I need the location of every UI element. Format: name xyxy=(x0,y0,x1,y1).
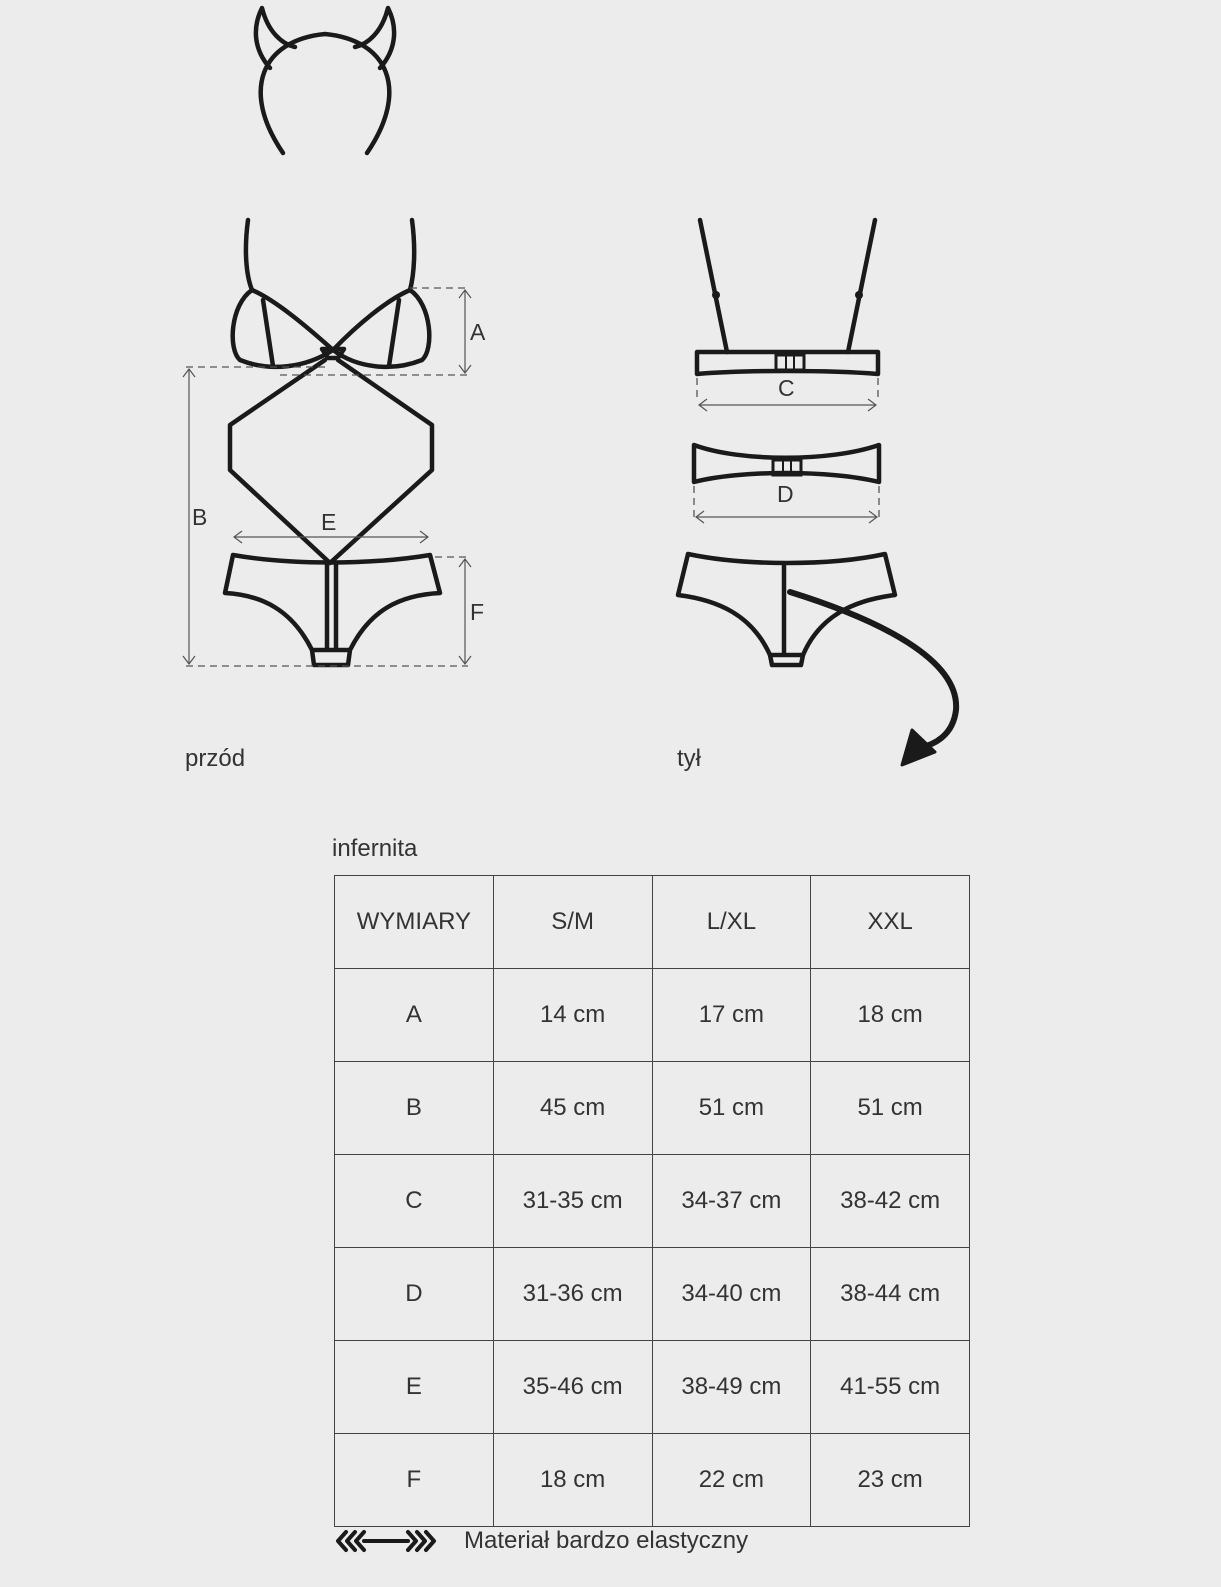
table-cell: F xyxy=(335,1434,494,1527)
table-row xyxy=(335,1341,970,1434)
table-header-cell: L/XL xyxy=(652,876,811,969)
table-cell: B xyxy=(335,1062,494,1155)
table-cell: 38-42 cm xyxy=(811,1155,970,1248)
elastic-note-text: Materiał bardzo elastyczny xyxy=(464,1527,749,1554)
table-cell: A xyxy=(335,969,494,1062)
measure-label-e: E xyxy=(321,509,337,535)
table-cell: 41-55 cm xyxy=(811,1341,970,1434)
table-cell: 34-37 cm xyxy=(652,1155,811,1248)
measure-label-c: C xyxy=(778,375,795,401)
table-header-cell: WYMIARY xyxy=(335,876,494,969)
back-view-drawing xyxy=(678,220,956,765)
table-header-cell: XXL xyxy=(811,876,970,969)
table-cell: D xyxy=(335,1248,494,1341)
measure-label-f: F xyxy=(470,599,485,625)
size-table xyxy=(334,875,970,1527)
table-cell: 23 cm xyxy=(811,1434,970,1527)
table-row xyxy=(335,1248,970,1341)
table-cell: 31-36 cm xyxy=(493,1248,652,1341)
table-cell: 18 cm xyxy=(811,969,970,1062)
table-cell: 38-44 cm xyxy=(811,1248,970,1341)
table-cell: C xyxy=(335,1155,494,1248)
front-bodysuit-drawing xyxy=(183,220,486,666)
table-header-cell: S/M xyxy=(493,876,652,969)
table-cell: 35-46 cm xyxy=(493,1341,652,1434)
table-cell: 51 cm xyxy=(652,1062,811,1155)
devil-horns-headband-icon xyxy=(256,8,394,153)
table-cell: 38-49 cm xyxy=(652,1341,811,1434)
table-cell: 31-35 cm xyxy=(493,1155,652,1248)
elastic-note xyxy=(334,1527,748,1555)
table-row xyxy=(335,1062,970,1155)
measure-label-a: A xyxy=(470,319,486,345)
product-name: infernita xyxy=(332,835,418,862)
table-row xyxy=(335,1155,970,1248)
table-cell: 34-40 cm xyxy=(652,1248,811,1341)
table-header-row xyxy=(335,876,970,969)
table-cell: 18 cm xyxy=(493,1434,652,1527)
front-view-label: przód xyxy=(185,745,246,772)
table-cell: 45 cm xyxy=(493,1062,652,1155)
table-cell: 17 cm xyxy=(652,969,811,1062)
measure-label-d: D xyxy=(777,481,794,507)
back-view-label: tył xyxy=(677,745,701,772)
table-cell: 51 cm xyxy=(811,1062,970,1155)
table-cell: 22 cm xyxy=(652,1434,811,1527)
stretch-arrows-icon xyxy=(334,1528,438,1554)
table-row xyxy=(335,969,970,1062)
table-cell: 14 cm xyxy=(493,969,652,1062)
table-cell: E xyxy=(335,1341,494,1434)
table-row xyxy=(335,1434,970,1527)
measure-label-b: B xyxy=(192,504,208,530)
